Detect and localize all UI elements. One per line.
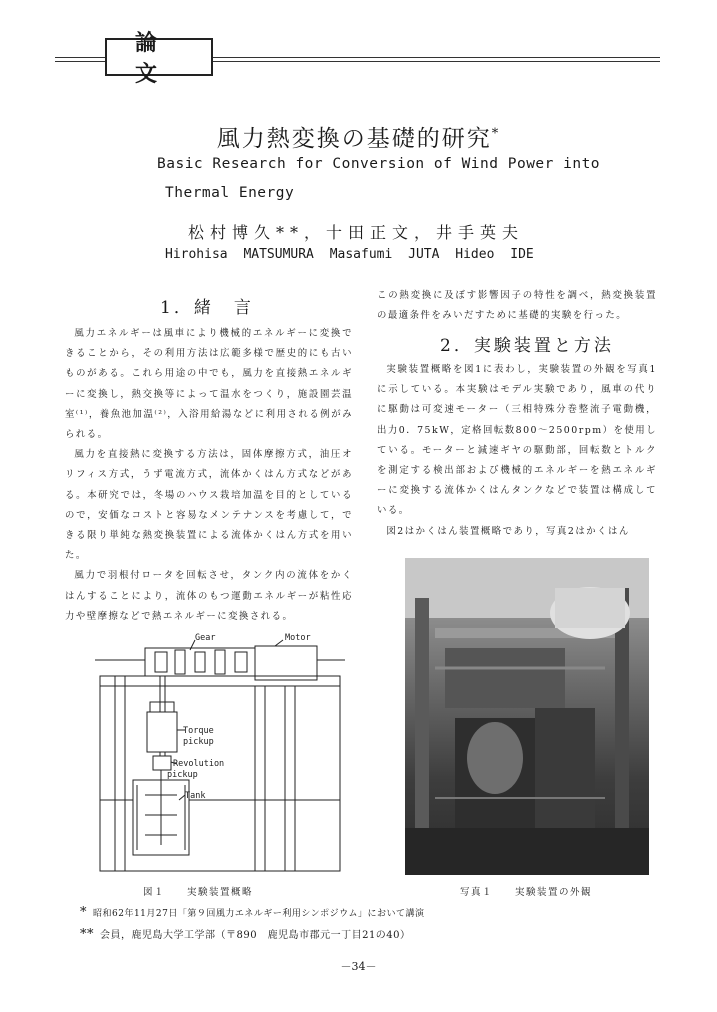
footnote-text: 会員，鹿児島大学工学部（〒890 鹿児島市郡元一丁目21の40） [100,930,411,941]
section1-paragraph: 風力を直接熱に変換する方法は，固体摩擦方式，油圧オリフィス方式，うず電流方式，流体かくはん方式などがある。本研究では，冬場のハウス栽培加温を目的としているので，安価なコストと容易なメンテナンスを考慮して，できる限り単純な熱変換装置による流体かくはん方式を用いた。 [65,449,353,562]
title-jp-text: 風力熱変換の基礎的研究 [216,126,492,152]
label-revolution-pickup: pickup [167,770,198,780]
section1-body [65,324,353,627]
figure1-caption: 図１ 実験装置概略 [143,887,254,898]
photo1-apparatus [405,558,649,875]
page-number: －34－ [340,960,377,973]
footnote-mark: ** [80,927,94,942]
section2-paragraph: 図2はかくはん装置概略であり，写真2はかくはん [386,525,630,537]
label-torque-pickup: pickup [183,737,214,747]
photo1-caption: 写真１ 実験装置の外観 [460,887,593,898]
header-rule-left [55,57,105,58]
footnote-1 [80,905,425,920]
section1-paragraph: 風力で羽根付ロータを回転させ，タンク内の流体をかくはんすることにより，流体のもつ運動エネルギーが粘性応力や壁摩擦などで熱エネルギーに変換される。 [65,570,353,622]
section2-heading: 2．実験装置と方法 [440,336,614,356]
label-gear: Gear [195,633,216,643]
label-tank: Tank [185,791,206,801]
section-type-label: 論 文 [105,38,213,76]
footnote-text: 昭和62年11月27日「第９回風力エネルギー利用シンポジウム」において講演 [93,909,425,919]
paper-title-en-line2: Thermal Energy [165,185,295,201]
right-intro: この熱変換に及ぼす影響因子の特性を調べ，熱変換装置の最適条件をみいだすために基礎的実験を行った。 [377,290,657,322]
section1-heading: 1．緒 言 [160,298,254,318]
label-motor: Motor [285,633,311,643]
paper-title-jp [0,120,717,153]
header-rule-left-2 [55,61,105,62]
header-rule-right [213,57,660,58]
label-revolution: Revolution [173,759,225,769]
authors-jp: 松村博久**，十田正文，井手英夫 [188,223,525,242]
paper-title-en-line1: Basic Research for Conversion of Wind Power into [157,156,601,172]
authors-en: Hirohisa MATSUMURA Masafumi JUTA Hideo IDE [165,247,534,262]
label-torque: Torque [183,726,214,736]
section2-paragraph: 実験装置概略を図1に表わし，実験装置の外観を写真1に示している。本実験はモデル実験であり，風車の代りに駆動は可変速モーター（三相特殊分巻整流子電動機，出力0．75kW，定格回転数800～2500rpm）を使用している。モーターと減速ギヤの駆動部，回転数とトルクを測定する検出部および機械的エネルギーを熱エネルギーに変換する流体かくはんタンクなどで装置は構成している。 [377,364,657,517]
figure1-schematic [95,630,345,875]
header-rule-right-2 [213,61,660,62]
photo-content [405,558,649,875]
section1-paragraph: 風力エネルギーは風車により機械的エネルギーに変換できることから，その利用方法は広範多様で歴史的にも古いものがある。これら用途の中でも，風力を直接熱エネルギーに変換し，熱交換等によって温水をつくり，施設園芸温室⁽¹⁾，養魚池加温⁽²⁾，入浴用給湯などに利用される例がみられる。 [65,328,353,441]
title-footnote-mark: * [491,126,501,142]
footnote-mark: * [80,905,87,920]
section2-body [377,360,657,542]
footnote-2 [80,926,411,942]
